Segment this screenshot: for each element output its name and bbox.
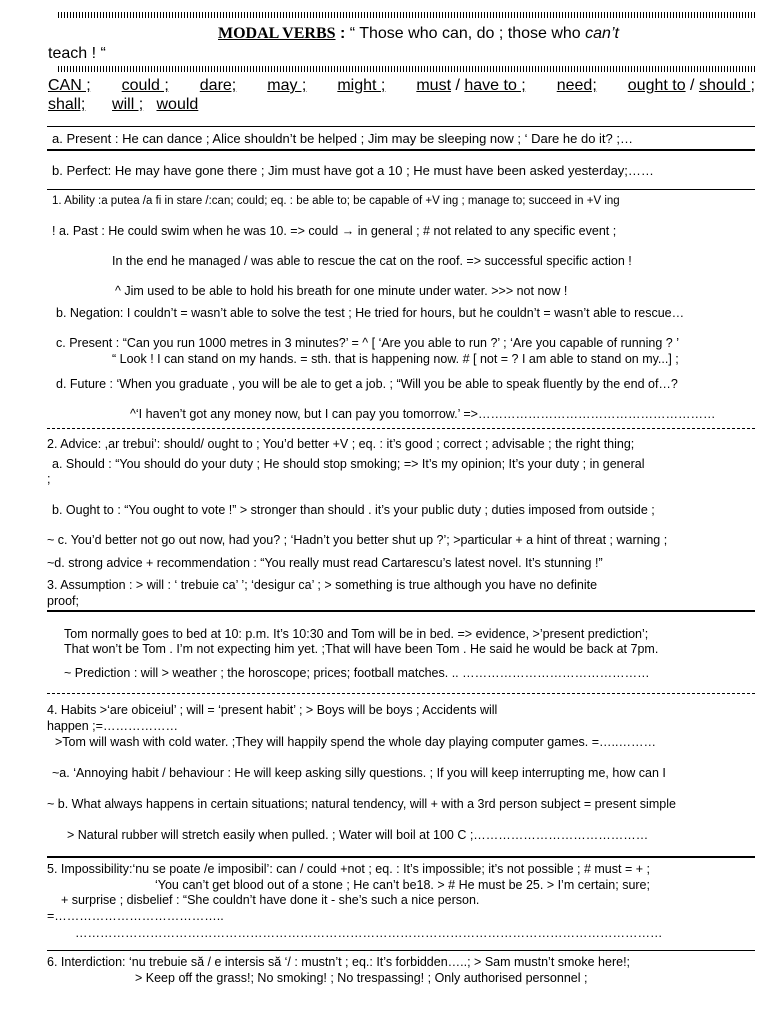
assumption-prediction: ~ Prediction : will > weather ; the horoscope; prices; football matches. .. ………………………………………: [64, 666, 650, 680]
impossibility-surprise: + surprise ; disbelief : “She couldn’t have done it - she’s such a nice person.: [61, 893, 480, 907]
advice-ought-to: b. Ought to : “You ought to vote !” > stronger than should . it’s your public duty ; duties imposed from outside ;: [52, 503, 655, 517]
advice-strong: ~d. strong advice + recommendation : “You really must read Cartarescu’s latest novel. It’s stunning !”: [47, 556, 603, 570]
ability-present-2: “ Look ! I can stand on my hands. = sth. that is happening now. # [ not = ? I am able to stand on my...] ;: [112, 352, 679, 366]
habits-happen: happen ;=………………: [47, 719, 178, 733]
divider: [47, 126, 755, 127]
modal-verbs-row-1: [48, 76, 755, 95]
habits-tom: >Tom will wash with cold water. ;They will happily spend the whole day playing computer games. =…..………: [55, 735, 656, 749]
verb-sep-1: /: [455, 77, 460, 94]
divider: [47, 950, 755, 951]
divider: [47, 856, 755, 858]
top-hatch-border: [58, 12, 755, 18]
assumption-heading: 3. Assumption : > will : ‘ trebuie ca’ ’; ‘desigur ca’ ; > something is true although you have no definite: [47, 578, 598, 592]
assumption-tom-1: Tom normally goes to bed at 10: p.m. It’s 10:30 and Tom will be in bed. => evidence, >’present prediction’;: [64, 627, 649, 641]
verb-would: would: [156, 96, 199, 113]
verb-need: need;: [556, 77, 597, 94]
advice-should: a. Should : “You should do your duty ; He should stop smoking; => It’s my opinion; It’s your duty ; in general: [52, 457, 645, 471]
impossibility-dots: ……………………………………………………………………………………………………………………………: [75, 926, 663, 940]
verb-sep-2: /: [690, 77, 695, 94]
ability-used-to: ^ Jim used to be able to hold his breath for one minute under water. >>> not now !: [115, 284, 568, 298]
impossibility-blood: ‘You can’t get blood out of a stone ; He can’t be18. > # He must be 25. > I’m certain; sure;: [155, 878, 650, 892]
mid-hatch-border: [58, 66, 755, 72]
impossibility-eq: =…………………………………..: [47, 909, 224, 923]
verb-should: should ;: [698, 77, 755, 94]
advice-heading: 2. Advice: ,ar trebui’: should/ ought to ; You’d better +V ; eq. : it’s good ; correct ; advisable ; the right thing;: [47, 437, 635, 451]
advice-semicolon: ;: [47, 472, 51, 486]
assumption-proof: proof;: [47, 594, 79, 608]
verb-could: could ;: [121, 77, 169, 94]
divider: [47, 610, 755, 612]
advice-had-better: ~ c. You’d better not go out now, had you? ; ‘Hadn’t you better shut up ?’; >particular + a hint of threat ; warning ;: [47, 533, 668, 547]
habits-always: ~ b. What always happens in certain situations; natural tendency, will + with a 3rd person subject = present simple: [47, 797, 676, 811]
verb-will: will ;: [112, 96, 144, 113]
interdiction-heading: 6. Interdiction: ‘nu trebuie să / e intersis să ‘/ : mustn’t ; eq.: It’s forbidden…..; > Sam mustn’t smoke here!;: [47, 955, 631, 969]
title-line: [218, 24, 619, 43]
title-colon: :: [339, 25, 346, 42]
habits-heading: 4. Habits >‘are obiceiul’ ; will = ‘present habit’ ; > Boys will be boys ; Accidents will: [47, 703, 498, 717]
modal-verbs-row-2: [48, 95, 198, 114]
intro-perfect: b. Perfect: He may have gone there ; Jim must have got a 10 ; He must have been asked yesterday;……: [52, 163, 654, 178]
title-quote-a: “ Those who can, do ; those who: [349, 25, 586, 42]
title-quote-b: teach ! “: [48, 45, 106, 62]
divider: [47, 149, 755, 151]
impossibility-heading: 5. Impossibility:‘nu se poate /e imposibil’: can / could +not ; eq. : It’s impossible; it’s not possible ; # must = + ;: [47, 862, 650, 876]
page-title: MODAL VERBS: [218, 25, 336, 42]
interdiction-keep-off: > Keep off the grass!; No smoking! ; No trespassing! ; Only authorised personnel ;: [135, 971, 588, 985]
intro-present: a. Present : He can dance ; Alice shouldn’t be helped ; Jim may be sleeping now ; ‘ Dare he do it? ;…: [52, 131, 633, 146]
verb-may: may ;: [267, 77, 307, 94]
verb-shall: shall;: [48, 96, 86, 113]
ability-present-1: c. Present : “Can you run 1000 metres in 3 minutes?’ = ^ [ ‘Are you able to run ?’ ; ‘Are you capable of running ? ’: [56, 336, 679, 350]
dashed-divider: [47, 693, 755, 694]
verb-might: might ;: [337, 77, 386, 94]
verb-dare: dare;: [199, 77, 237, 94]
verb-have-to: have to ;: [464, 77, 526, 94]
ability-negation: b. Negation: I couldn’t = wasn’t able to solve the test ; He tried for hours, but he couldn’t = wasn’t able to rescue…: [56, 306, 685, 320]
habits-annoying: ~a. ‘Annoying habit / behaviour : He will keep asking silly questions. ; If you will keep interrupting me, how can I: [52, 766, 666, 780]
ability-future: d. Future : ‘When you graduate , you will be ale to get a job. ; “Will you be able to speak fluently by the end of…?: [56, 377, 678, 391]
verb-can: CAN ;: [48, 77, 91, 94]
verb-ought-to: ought to: [627, 77, 686, 94]
habits-rubber: > Natural rubber will stretch easily when pulled. ; Water will boil at 100 C ;……………………………………: [67, 828, 649, 842]
assumption-tom-2: That won’t be Tom . I’m not expecting him yet. ;That will have been Tom . He said he would be back at 7pm.: [64, 642, 659, 656]
title-quote-cant: can’t: [585, 25, 619, 42]
dashed-divider: [47, 428, 755, 429]
verb-must: must: [416, 77, 452, 94]
divider: [47, 189, 755, 190]
ability-heading: 1. Ability :a putea /a fi in stare /:can; could; eq. : be able to; be capable of +V ing ; manage to; succeed in +V ing: [52, 195, 620, 207]
ability-managed: In the end he managed / was able to rescue the cat on the roof. => successful specific action !: [112, 254, 632, 268]
ability-past: ! a. Past : He could swim when he was 10. => could → in general ; # not related to any specific event ;: [52, 224, 617, 238]
ability-future-2: ^‘I haven’t got any money now, but I can pay you tomorrow.’ =>…………………………………………………: [130, 407, 716, 421]
